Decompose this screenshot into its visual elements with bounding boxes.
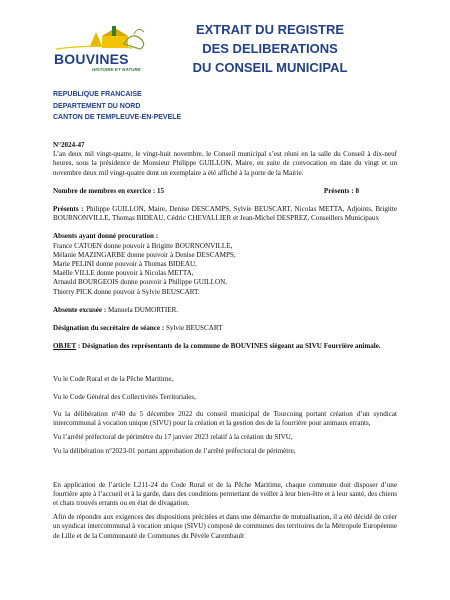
objet-label: OBJET xyxy=(53,342,77,351)
admin-line: CANTON DE TEMPLEUVE-EN-PEVELE xyxy=(53,114,182,121)
title-line: DU CONSEIL MUNICIPAL xyxy=(192,60,348,75)
present-list xyxy=(53,205,397,223)
present-names: Philippe GUILLON, Maire, Denise DESCAMPS, Sylvie BEUSCART, Nicolas METTA, Adjoints, Brigitte BOURNONVILLE, Thomas BIDEAU, Cédric CHEVALLIER et Jean-Michel DESPREZ, Conseillers Municipaux xyxy=(53,205,397,223)
proxy-line: Mélanie MAZINGARBE donne pouvoir à Denise DESCAMPS, xyxy=(53,250,236,259)
excused-line xyxy=(53,306,397,315)
intro-paragraph: L’an deux mil vingt-quatre, le vingt-huit novembre, le Conseil municipal s’est réuni en la salle du Conseil à dix-neuf heures, sous la présidence de Monsieur Philippe GUILLON, Maire, en suite de convocation en date du vingt et un novembre deux mil vingt-quatre dont un exemplaire a été affiché à la porte de la Mairie. xyxy=(53,150,397,177)
consideration-item: Vu le Code Général des Collectivités Territoriales, xyxy=(53,392,196,401)
title-line: DES DELIBERATIONS xyxy=(202,41,338,56)
excused-name: Manuela DUMORTIER. xyxy=(106,305,179,314)
proxy-line: Arnauld BOURGEOIS donne pouvoir à Philippe GUILLON, xyxy=(53,278,227,287)
administrative-header xyxy=(53,89,181,124)
present-title: Présents : xyxy=(53,205,84,214)
body-paragraph: Afin de répondre aux exigences des dispositions précitées et dans une démarche de mutualisation, il a été décidé de créer un syndicat intercommunal à vocation unique (SIVU) composé de communes des territoires de la Métropole Européenne de Lille et de la Communauté de Communes du Pévèle Carembault xyxy=(53,513,397,540)
body-paragraph: En application de l’article L211-24 du Code Rural et de la Pêche Maritime, chaque commune doit disposer d’une fourrière apte à l’accueil et à la garde, dans des conditions permettant de veiller à leur bien-être et à leur santé, des chiens et chats trouvés errants ou en état de divagation. xyxy=(53,480,397,508)
members-count: Nombre de membres en exercice : 15 xyxy=(53,186,165,195)
secretary-title: Désignation du secrétaire de séance : xyxy=(53,324,165,333)
consideration-item: Vu la délibération n°40 du 5 décembre 2022 du conseil municipal de Tourcoing portant création d’un syndicat intercommunal à vocation unique (SIVU) pour la création et la gestion des de la fourrière pour animaux errants, xyxy=(53,409,397,428)
objet-text: : Désignation des représentants de la commune de BOUVINES siégeant au SIVU Fourrière animale. xyxy=(76,342,381,351)
deliberation-number: N°2024-47 xyxy=(53,141,85,149)
secretary-line xyxy=(53,324,397,333)
secretary-name: Sylvie BEUSCART xyxy=(164,324,223,333)
admin-line: REPUBLIQUE FRANCAISE xyxy=(53,91,142,98)
absents-title: Absents ayant donné procuration : xyxy=(53,232,159,241)
title-line: EXTRAIT DU REGISTRE xyxy=(195,22,345,37)
consideration-item: Vu la délibération n°2023-01 portant approbation de l’arrêté préfectoral de périmètre, xyxy=(53,447,296,456)
excused-title: Absente excusée : xyxy=(53,305,107,314)
document-title xyxy=(180,20,360,77)
proxy-line: Maëlle VILLE donne pouvoir à Nicolas METTA, xyxy=(53,269,194,278)
proxy-line: France CATOEN donne pouvoir à Brigitte BOURNONVILLE, xyxy=(53,241,233,250)
objet-line xyxy=(53,342,397,351)
deliberation-body xyxy=(53,141,397,541)
logo-name: BOUVINES xyxy=(54,51,129,67)
consideration-item: Vu le Code Rural et de la Pêche Maritime, xyxy=(53,375,174,384)
proxy-line: Thierry PICK donne pouvoir à Sylvie BEUSCART. xyxy=(53,287,200,296)
members-row xyxy=(53,187,397,196)
admin-line: DEPARTEMENT DU NORD xyxy=(53,102,141,110)
proxies-list xyxy=(53,242,397,297)
proxy-line: Marie PELINI donne pouvoir à Thomas BIDEAU, xyxy=(53,260,197,269)
logo-tagline: HISTOIRE ET NATURE xyxy=(92,67,141,72)
bouvines-logo xyxy=(52,22,154,82)
present-count: Présents : 8 xyxy=(323,186,359,195)
consideration-item: Vu l’arrêté préfectoral de périmètre du 17 janvier 2023 relatif à la création du SIVU, xyxy=(53,433,293,442)
